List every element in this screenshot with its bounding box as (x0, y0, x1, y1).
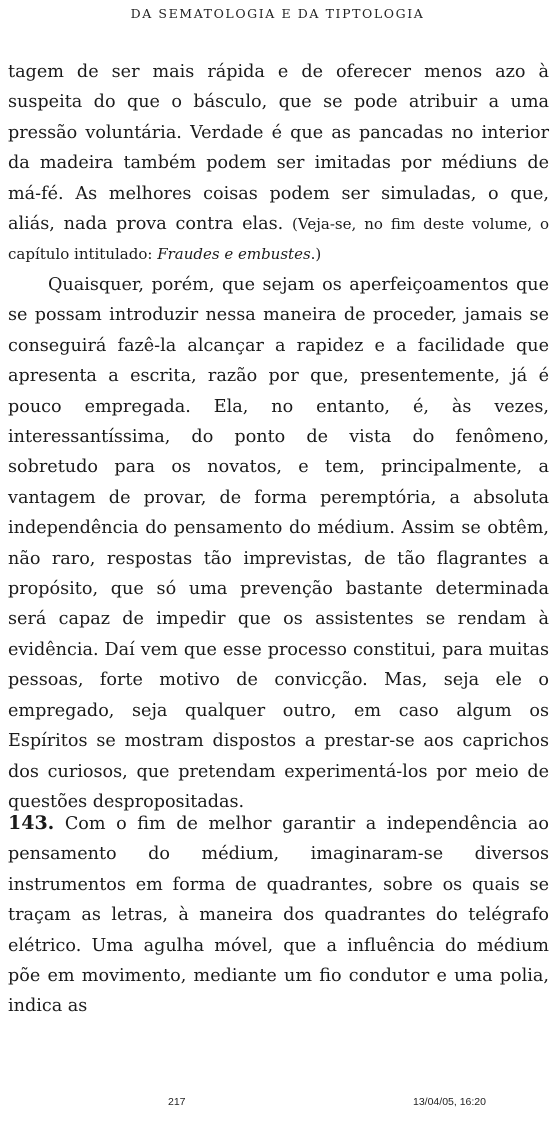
chapter-title-reference: Fraudes e embustes (157, 245, 311, 264)
page-number: 217 (168, 1096, 186, 1108)
running-header: DA SEMATOLOGIA E DA TIPTOLOGIA (130, 6, 425, 21)
section-paragraph (8, 808, 549, 1022)
note-suffix: .) (310, 245, 322, 264)
section-number: 143. (8, 812, 55, 834)
print-timestamp: 13/04/05, 16:20 (413, 1096, 486, 1108)
note-prefix: (Veja-se, no fim deste volume, o capítulo intitulado: (8, 215, 549, 264)
section-text: Com o fim de melhor garantir a independência ao pensamento do médium, imaginaram-se diversos instrumentos em forma de quadrantes, sobre os quais se traçam as letras, à maneira dos quadrantes do telégrafo elétrico. Uma agulha móvel, que a influência do médium põe em movimento, mediante um fio condutor e uma polia, indica as (8, 814, 550, 1017)
paragraph-continuation (8, 57, 549, 270)
paragraph-body: Quaisquer, porém, que sejam os aperfeiçoamentos que se possam introduzir nessa maneira de proceder, jamais se conseguirá fazê-la alcançar a rapidez e a facilidade que apresenta a escrita, razão por que, presentemente, já é pouco empregada. Ela, no entanto, é, às vezes, interessantíssima, do ponto de vista do fenômeno, sobretudo para os novatos, e tem, principalmente, a vantagem de provar, de forma peremptória, a absoluta independência do pensamento do médium. Assim se obtêm, não raro, respostas tão imprevistas, de tão flagrantes a propósito, que só uma prevenção bastante determinada será capaz de impedir que os assistentes se rendam à evidência. Daí vem que esse processo constitui, para muitas pessoas, forte motivo de convicção. Mas, seja ele o empregado, seja qualquer outro, em caso algum os Espíritos se mostram dispostos a prestar-se aos caprichos dos curiosos, que pretendam experimentá-los por meio de questões despropositadas. (8, 275, 549, 812)
paragraph-text: tagem de ser mais rápida e de oferecer menos azo à suspeita do que o básculo, que se pode atribuir a uma pressão voluntária. Verdade é que as pancadas no interior da madeira também podem ser imitadas por médiuns de má-fé. As melhores coisas podem ser simuladas, o que, aliás, nada prova contra elas. (8, 62, 549, 235)
